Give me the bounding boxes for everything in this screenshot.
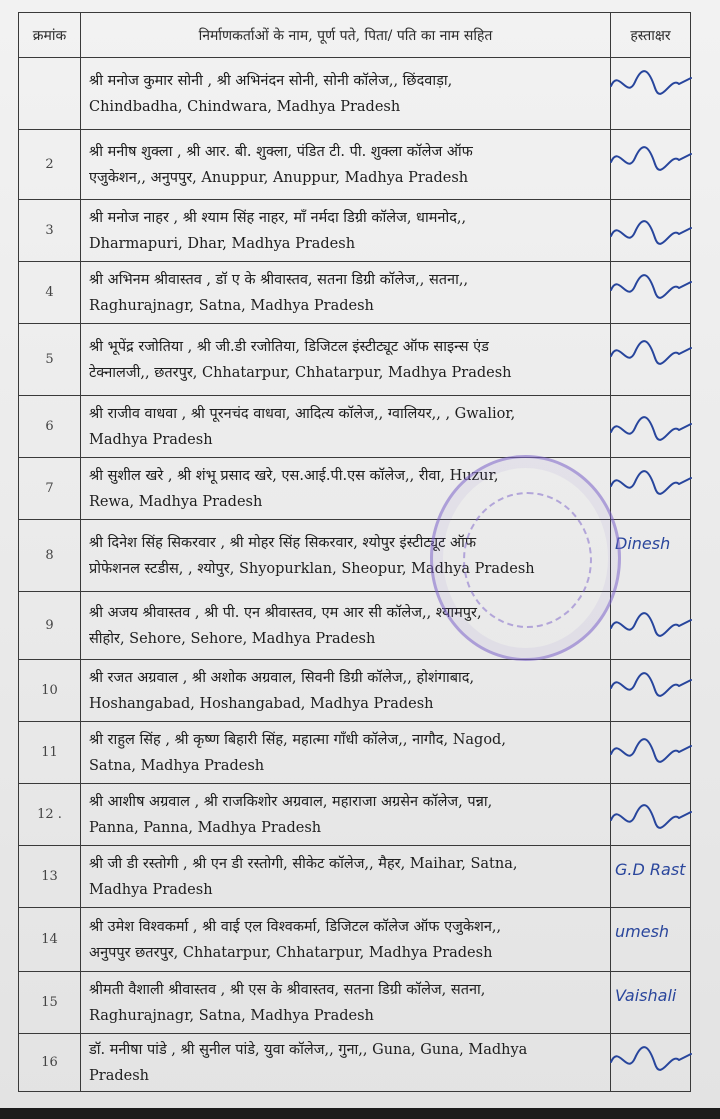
row-name-address [81, 784, 611, 846]
name-line-hindi: श्रीमती वैशाली श्रीवास्तव , श्री एस के श्रीवास्तव, सतना डिग्री कॉलेज, सतना, [89, 981, 486, 998]
handwritten-signature [605, 666, 695, 716]
handwritten-signature [605, 402, 695, 452]
table-row [19, 784, 691, 846]
row-name-address [81, 130, 611, 200]
institution-seal-stamp [430, 455, 621, 661]
table-row [19, 660, 691, 722]
row-signature-cell [611, 1034, 691, 1092]
handwritten-signature: G.D Rast [615, 860, 686, 879]
row-serial-number: 11 [19, 722, 81, 784]
address-line: Chindbadha, Chindwara, Madhya Pradesh [89, 98, 401, 115]
handwritten-signature [605, 790, 695, 840]
row-serial-number: 15 [19, 972, 81, 1034]
header-row [19, 13, 691, 58]
table-row [19, 262, 691, 324]
name-line-hindi: श्री जी डी रस्तोगी , श्री एन डी रस्तोगी, सीकेट कॉलेज,, मैहर, Maihar, Satna, [89, 855, 518, 872]
name-line-hindi: डॉ. मनीषा पांडे , श्री सुनील पांडे, युवा कॉलेज,, गुना,, Guna, Guna, Madhya [89, 1041, 528, 1058]
row-serial-number: 3 [19, 200, 81, 262]
name-line-hindi: श्री उमेश विश्वकर्मा , श्री वाई एल विश्वकर्मा, डिजिटल कॉलेज ऑफ एजुकेशन,, [89, 918, 502, 935]
header-signature: हस्ताक्षर [611, 13, 691, 58]
row-serial-number: 2 [19, 130, 81, 200]
table-row [19, 722, 691, 784]
row-signature-cell [611, 846, 691, 908]
handwritten-signature [605, 64, 695, 114]
row-name-address [81, 722, 611, 784]
row-signature-cell [611, 592, 691, 660]
address-line: Hoshangabad, Hoshangabad, Madhya Pradesh [89, 695, 434, 712]
name-line-hindi: श्री भूपेंद्र रजोतिया , श्री जी.डी रजोतिया, डिजिटल इंस्टीट्यूट ऑफ साइन्स एंड [89, 338, 489, 355]
name-line-hindi: श्री रजत अग्रवाल , श्री अशोक अग्रवाल, सिवनी डिग्री कॉलेज,, होशंगाबाद, [89, 669, 475, 686]
handwritten-signature [605, 330, 695, 380]
address-line: एजुकेशन,, अनुपपुर, Anuppur, Anuppur, Madhya Pradesh [89, 169, 469, 186]
name-line-hindi: श्री आशीष अग्रवाल , श्री राजकिशोर अग्रवाल, महाराजा अग्रसेन कॉलेज, पन्ना, [89, 793, 493, 810]
handwritten-signature [605, 728, 695, 778]
row-serial-number: 7 [19, 458, 81, 520]
name-line-hindi: श्री राहुल सिंह , श्री कृष्ण बिहारी सिंह, महात्मा गाँधी कॉलेज,, नागौद, Nagod, [89, 731, 506, 748]
handwritten-signature [605, 1040, 695, 1090]
row-serial-number: 9 [19, 592, 81, 660]
address-line: प्रोफेशनल स्टडीस, , श्योपुर, Shyopurklan, Sheopur, Madhya Pradesh [89, 560, 535, 577]
row-signature-cell [611, 200, 691, 262]
handwritten-signature [605, 206, 695, 256]
name-line-hindi: श्री मनीष शुक्ला , श्री आर. बी. शुक्ला, पंडित टी. पी. शुक्ला कॉलेज ऑफ [89, 143, 473, 160]
row-name-address [81, 1034, 611, 1092]
address-line: Satna, Madhya Pradesh [89, 757, 265, 774]
table-row [19, 1034, 691, 1092]
row-signature-cell [611, 130, 691, 200]
row-name-address [81, 660, 611, 722]
row-signature-cell [611, 784, 691, 846]
row-signature-cell [611, 396, 691, 458]
handwritten-signature: umesh [615, 922, 670, 941]
row-serial-number: 10 [19, 660, 81, 722]
address-line: Dharmapuri, Dhar, Madhya Pradesh [89, 235, 356, 252]
row-signature-cell [611, 324, 691, 396]
handwritten-signature [605, 464, 695, 514]
table-row [19, 324, 691, 396]
handwritten-signature: Dinesh [615, 534, 671, 553]
header-serial-number: क्रमांक [19, 13, 81, 58]
row-signature-cell [611, 520, 691, 592]
row-signature-cell [611, 262, 691, 324]
handwritten-signature [605, 598, 695, 648]
row-serial-number: 14 [19, 908, 81, 972]
name-line-hindi: श्री अभिनम श्रीवास्तव , डॉ ए के श्रीवास्तव, सतना डिग्री कॉलेज,, सतना,, [89, 271, 469, 288]
address-line: अनुपपुर छतरपुर, Chhatarpur, Chhatarpur, Madhya Pradesh [89, 944, 493, 961]
handwritten-signature: Vaishali [615, 986, 677, 1005]
row-signature-cell [611, 908, 691, 972]
address-line: Pradesh [89, 1067, 149, 1084]
table-row [19, 396, 691, 458]
table-row [19, 972, 691, 1034]
address-line: Panna, Panna, Madhya Pradesh [89, 819, 322, 836]
address-line: Raghurajnagr, Satna, Madhya Pradesh [89, 297, 374, 314]
table-row [19, 130, 691, 200]
row-serial-number: 16 [19, 1034, 81, 1092]
row-name-address [81, 972, 611, 1034]
handwritten-signature [605, 268, 695, 318]
table-row [19, 58, 691, 130]
row-signature-cell [611, 972, 691, 1034]
address-line: सीहोर, Sehore, Sehore, Madhya Pradesh [89, 630, 376, 647]
name-line-hindi: श्री राजीव वाधवा , श्री पूरनचंद वाधवा, आदित्य कॉलेज,, ग्वालियर,, , Gwalior, [89, 405, 516, 422]
address-line: Madhya Pradesh [89, 881, 213, 898]
address-line: टेक्नालजी,, छतरपुर, Chhatarpur, Chhatarpur, Madhya Pradesh [89, 364, 512, 381]
row-signature-cell [611, 660, 691, 722]
row-serial-number: 12 . [19, 784, 81, 846]
address-line: Raghurajnagr, Satna, Madhya Pradesh [89, 1007, 374, 1024]
row-name-address [81, 58, 611, 130]
row-serial-number: 6 [19, 396, 81, 458]
name-line-hindi: श्री अजय श्रीवास्तव , श्री पी. एन श्रीवास्तव, एम आर सी कॉलेज,, श्यामपुर, [89, 604, 482, 621]
handwritten-signature [605, 136, 695, 186]
table-row [19, 200, 691, 262]
table-row [19, 908, 691, 972]
row-name-address [81, 908, 611, 972]
row-name-address [81, 396, 611, 458]
name-line-hindi: श्री दिनेश सिंह सिकरवार , श्री मोहर सिंह सिकरवार, श्योपुर इंस्टीट्यूट ऑफ [89, 534, 476, 551]
row-signature-cell [611, 722, 691, 784]
row-name-address [81, 846, 611, 908]
row-name-address [81, 262, 611, 324]
row-name-address [81, 200, 611, 262]
name-line-hindi: श्री मनोज कुमार सोनी , श्री अभिनंदन सोनी, सोनी कॉलेज,, छिंदवाड़ा, [89, 72, 453, 89]
row-serial-number: 5 [19, 324, 81, 396]
seal-inner-ring [463, 492, 592, 628]
row-serial-number: 8 [19, 520, 81, 592]
address-line: Madhya Pradesh [89, 431, 213, 448]
name-line-hindi: श्री मनोज नाहर , श्री श्याम सिंह नाहर, माँ नर्मदा डिग्री कॉलेज, धामनोद,, [89, 209, 467, 226]
row-name-address [81, 324, 611, 396]
address-line: Rewa, Madhya Pradesh [89, 493, 263, 510]
header-names-addresses: निर्माणकर्ताओं के नाम, पूर्ण पते, पिता/ पति का नाम सहित [81, 13, 611, 58]
row-signature-cell [611, 58, 691, 130]
name-line-hindi: श्री सुशील खरे , श्री शंभू प्रसाद खरे, एस.आई.पी.एस कॉलेज,, रीवा, Huzur, [89, 467, 499, 484]
row-serial-number [19, 58, 81, 130]
row-serial-number: 4 [19, 262, 81, 324]
row-serial-number: 13 [19, 846, 81, 908]
row-signature-cell [611, 458, 691, 520]
table-row [19, 846, 691, 908]
